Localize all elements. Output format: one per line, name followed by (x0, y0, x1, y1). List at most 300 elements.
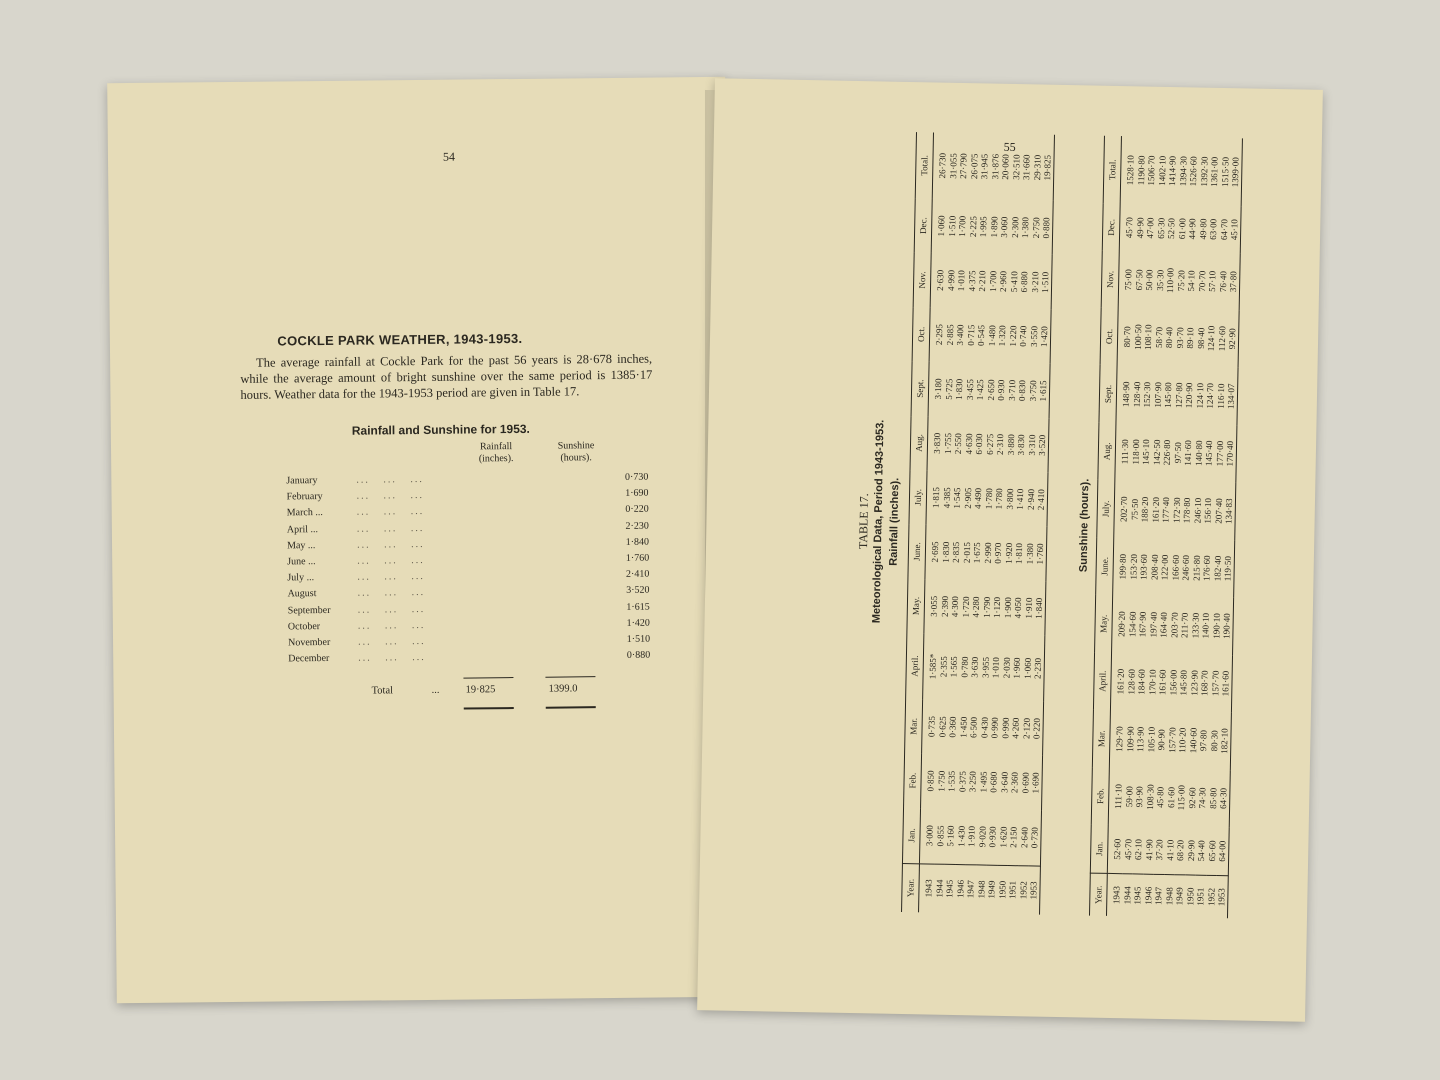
sunshine-value-cell: 98·40 (1195, 327, 1206, 349)
sunshine-value-cell: 142·50 (1151, 439, 1162, 466)
sunshine-value-cell: 49·90 (1134, 217, 1145, 239)
sunshine-value-cell: 161·60 (1157, 669, 1168, 696)
sunshine-value-cell: 75·50 (1129, 498, 1140, 520)
rainfall-value-cell: 4·990 (945, 269, 956, 292)
leader-dots: ... ... ... (356, 538, 425, 551)
double-rule (546, 706, 596, 709)
leader-dots: ... ... ... (357, 587, 426, 600)
rainfall-value-cell: 2·905 (962, 487, 973, 509)
rainfall-value-cell: 3·955 (980, 656, 991, 679)
rainfall-value-cell: 4·300 (949, 596, 961, 618)
rainfall-value-cell: 1·010 (955, 270, 967, 292)
rainfall-value-cell: 4·490 (972, 487, 984, 510)
sunshine-value-cell: 108·10 (1142, 324, 1154, 351)
rainfall-value-cell: 1·495 (977, 771, 989, 793)
rainfall-year-cell: 1952 (1018, 865, 1029, 914)
sunshine-year-cell: 1950 (1184, 875, 1195, 918)
rainfall-value-cell: 1·760 (1034, 527, 1046, 582)
sunshine-value-cell: 127·80 (1173, 382, 1184, 409)
rainfall-value-cell: 0·375 (956, 770, 968, 793)
rainfall-value-cell: 5·410 (1008, 271, 1019, 293)
sunshine-value-cell: 161·60 (1220, 655, 1232, 713)
rainfall-value-cell: 31·660 (1021, 154, 1032, 181)
rainfall-value: 2·230 (625, 520, 649, 532)
rainfall-value-cell: 1·010 (990, 657, 1001, 679)
sunshine-column-header: Year. (1089, 873, 1107, 916)
rainfall-value-cell: 29·310 (1031, 154, 1043, 181)
rainfall-value: 1·760 (625, 552, 650, 564)
month-label: February (286, 491, 323, 503)
rainfall-value-cell: 1·510 (946, 215, 957, 237)
rainfall-value-cell: 26·075 (968, 153, 980, 180)
sunshine-value-cell: 100·50 (1132, 324, 1143, 350)
rainfall-value-cell: 3·830 (1015, 434, 1027, 456)
sunshine-value-cell: 190·10 (1210, 613, 1222, 639)
sunshine-value-cell: 63·00 (1207, 218, 1219, 240)
rainfall-value-cell: 2·940 (1025, 488, 1036, 511)
rainfall-value-cell: 0·740 (1017, 325, 1029, 347)
rainfall-value-cell: 2·230 (1032, 635, 1044, 701)
month-label: December (288, 653, 330, 665)
sunshine-value-cell: 164·40 (1158, 612, 1169, 638)
sunshine-value-cell: 80·30 (1208, 730, 1220, 752)
sunshine-year-cell: 1943 (1106, 873, 1122, 916)
rainfall-value-cell: 3·455 (964, 378, 975, 401)
month-label: November (288, 636, 331, 649)
rainfall-value-cell: 2·355 (938, 656, 949, 678)
rainfall-value-cell: 3·630 (969, 656, 980, 678)
rainfall-value-cell: 1·720 (960, 596, 971, 618)
rainfall-value-cell: 1·585* (927, 653, 938, 680)
sunshine-value-cell: 116·10 (1215, 383, 1226, 409)
rainfall-value-cell: 3·400 (954, 324, 966, 346)
rainfall-value-cell: 3·550 (1028, 325, 1039, 348)
sunshine-value-cell: 50·00 (1144, 269, 1155, 291)
sunshine-year-cell: 1949 (1174, 875, 1185, 918)
rainfall-value-cell: 0·990 (999, 717, 1011, 739)
rainfall-value-cell: 3·800 (1004, 488, 1015, 510)
rainfall-value-cell: 0·715 (965, 324, 976, 346)
table-subtitle: Rainfall and Sunshine for 1953. (351, 421, 530, 438)
sunshine-value-cell: 140·80 (1193, 440, 1204, 466)
rainfall-value-cell: 3·000 (924, 825, 935, 847)
sunshine-value-cell: 119·50 (1222, 540, 1234, 598)
rainfall-value-cell: 3·055 (928, 595, 940, 617)
total-label: Total (371, 685, 394, 697)
sunshine-value-cell: 134·83 (1223, 482, 1235, 540)
rainfall-value-cell: 26·730 (937, 152, 948, 179)
rainfall-value-cell: 1·690 (1030, 756, 1042, 811)
rainfall-value-cell: 1·920 (1003, 542, 1014, 564)
rainfall-value-cell: 1·890 (988, 216, 999, 238)
rainfall-year-cell: 1948 (976, 865, 987, 914)
sunshine-value-cell: 1506·70 (1146, 155, 1157, 186)
rainfall-column-header: July. (909, 470, 927, 525)
rainfall-value-cell: 6·500 (968, 716, 979, 739)
rainfall-value-cell: 31·945 (979, 153, 990, 180)
rainfall-title: Rainfall (inches). (887, 477, 902, 566)
rainfall-value-cell: 2·300 (1009, 216, 1020, 238)
sunshine-value-cell: 113·90 (1135, 726, 1146, 753)
sunshine-value-cell: 49·80 (1197, 218, 1208, 240)
sunshine-value-cell: 148·90 (1120, 381, 1132, 408)
sunshine-year-cell: 1945 (1132, 874, 1143, 917)
sunshine-value-cell: 97·80 (1198, 730, 1209, 752)
rainfall-value-cell: 6·880 (1018, 271, 1030, 293)
sunshine-value-cell: 74·30 (1197, 787, 1208, 809)
sunshine-value-cell: 108·30 (1144, 784, 1156, 810)
rainfall-value-cell: 4·260 (1010, 717, 1021, 739)
sunshine-value-cell: 41·90 (1143, 839, 1154, 861)
rainfall-year-cell: 1945 (944, 864, 955, 913)
leader-dots: ... ... ... (356, 473, 424, 486)
leader-dots: ... ... ... (356, 490, 425, 502)
rainfall-value-cell: 4·630 (963, 433, 974, 455)
sunshine-value-cell: 61·60 (1165, 786, 1176, 809)
rainfall-value-cell: 3·640 (998, 771, 1010, 793)
sunshine-value-cell: 197·40 (1147, 611, 1159, 638)
rainfall-value-cell: 1·545 (951, 487, 963, 509)
total-sunshine: 1399.0 (548, 683, 578, 695)
rainfall-value-cell: 2·835 (950, 541, 962, 563)
sunshine-value-cell: 156·00 (1167, 669, 1179, 696)
rainfall-value-cell: 1·430 (955, 825, 967, 847)
rainfall-table (901, 132, 1054, 915)
sunshine-value-cell: 167·90 (1137, 611, 1148, 638)
rainfall-value-cell: 1·790 (981, 596, 992, 618)
rainfall-column-header: Oct. (912, 307, 930, 362)
rainfall-value-cell: 3·180 (932, 378, 944, 400)
rainfall-value-cell: 31·876 (989, 153, 1001, 180)
rainfall-year-cell: 1949 (986, 865, 997, 914)
sunshine-value-cell: 45·70 (1122, 838, 1133, 860)
sunshine-value-cell: 157·70 (1166, 727, 1178, 753)
rainfall-value-cell: 1·380 (1019, 216, 1031, 239)
leader-dots: ... ... ... (357, 603, 426, 616)
rainfall-year-cell: 1951 (1007, 865, 1018, 914)
sunshine-year-cell: 1952 (1205, 875, 1216, 918)
sunshine-value-cell: 105·10 (1145, 726, 1157, 753)
sunshine-value-cell: 115·00 (1176, 785, 1187, 811)
leader-dots: ... ... ... (358, 652, 426, 664)
rainfall-column-header: Aug. (910, 416, 928, 471)
sunshine-value-cell: 54·40 (1196, 840, 1207, 862)
rainfall-value-cell: 1·535 (946, 770, 957, 792)
leader-dots: ... ... ... (356, 522, 425, 535)
rainfall-value-cell: 2·885 (944, 324, 955, 346)
sunshine-value-cell: 134·07 (1225, 367, 1237, 425)
sunshine-value-cell: 70·70 (1196, 270, 1207, 292)
rainfall-value-cell: 2·390 (939, 595, 950, 618)
month-label: March ... (286, 507, 323, 519)
sunshine-value-cell: 93·70 (1174, 327, 1185, 349)
rainfall-column-header: Mar. (905, 699, 923, 754)
rainfall-value-cell: 0·855 (934, 825, 946, 847)
rainfall-value-cell: 1·995 (977, 216, 989, 238)
left-page (107, 77, 735, 1003)
rainfall-value-cell: 4·050 (1012, 597, 1024, 619)
rainfall-value-cell: 2·750 (1030, 217, 1041, 239)
rainfall-value-cell: 2·225 (967, 215, 978, 238)
rainfall-value-cell: 3·060 (998, 216, 1010, 238)
rainfall-value-cell: 2·015 (961, 541, 972, 564)
month-label: July ... (287, 572, 315, 584)
sunshine-value-cell: 128·40 (1131, 381, 1142, 408)
rainfall-value-cell: 1·565 (948, 656, 959, 678)
rainfall-value-cell: 2·695 (929, 541, 941, 563)
rainfall-value-cell: 4·385 (941, 487, 952, 509)
rainfall-column-header: Rainfall (inches). (478, 441, 514, 465)
rainfall-value-cell: 2·150 (1008, 826, 1019, 848)
rainfall-column-header: Feb. (904, 753, 922, 808)
sunshine-value-cell: 145·80 (1162, 382, 1174, 408)
rainfall-value-cell: 5·725 (943, 378, 954, 400)
sunshine-value-cell: 133·30 (1189, 612, 1201, 639)
sunshine-value-cell: 145·80 (1178, 669, 1189, 696)
sunshine-value-cell: 129·70 (1114, 726, 1125, 752)
rainfall-year-cell: 1943 (919, 864, 935, 913)
sunshine-value-cell: 209·20 (1116, 611, 1127, 637)
sunshine-value-cell: 41·10 (1164, 839, 1175, 861)
page-title: COCKLE PARK WEATHER, 1943-1953. (277, 330, 523, 349)
leader-dots: ... ... ... (357, 554, 425, 567)
month-label: August (287, 588, 317, 600)
rainfall-value: 0·730 (624, 471, 649, 483)
sunshine-value-cell: 170·10 (1146, 669, 1158, 696)
sunshine-value-cell: 44·90 (1186, 218, 1198, 240)
sunshine-value-cell: 177·40 (1160, 497, 1172, 523)
sunshine-value-cell: 93·90 (1134, 786, 1145, 808)
rainfall-value-cell: 2·630 (934, 269, 946, 291)
rainfall-value-cell: 3·210 (1029, 271, 1040, 293)
rainfall-value: 1·615 (626, 601, 650, 613)
sunshine-column-header: April. (1093, 652, 1111, 710)
sunshine-value-cell: 211·70 (1179, 612, 1190, 638)
rainfall-value-cell: 2·640 (1018, 826, 1030, 849)
sunshine-value-cell: 145·40 (1203, 440, 1215, 467)
total-rainfall: 19·825 (465, 684, 496, 696)
rainfall-value: 1·510 (626, 633, 651, 645)
sunshine-value-cell: 208·40 (1148, 554, 1160, 581)
rainfall-value-cell: 0·930 (995, 379, 1007, 401)
sunshine-value-cell: 65·60 (1206, 840, 1217, 862)
sunshine-value-cell: 107·90 (1152, 382, 1163, 408)
sunshine-value-cell: 177·00 (1214, 440, 1225, 467)
sunshine-year-cell: 1953 (1216, 876, 1228, 919)
leader-dots: ... ... ... (357, 619, 426, 632)
rainfall-value-cell: 0·430 (978, 717, 990, 739)
rainfall-value-cell: 2·310 (994, 433, 1006, 456)
rainfall-value-cell: 1·060 (1022, 657, 1033, 679)
sunshine-value-cell: 92·90 (1227, 310, 1239, 368)
sunshine-value-cell: 1528·10 (1125, 155, 1136, 186)
rainfall-value-cell: 2·960 (997, 270, 1009, 293)
sunshine-value-cell: 156·10 (1202, 497, 1214, 524)
rainfall-value-cell: 0·990 (989, 717, 1000, 739)
sunshine-value-cell: 52·50 (1166, 217, 1177, 240)
rainfall-column-header: Dec. (914, 198, 932, 253)
sunshine-column-header: June. (1096, 537, 1114, 595)
sunshine-value-cell: 80·70 (1121, 326, 1133, 348)
rainfall-value-cell: 2·650 (985, 379, 996, 401)
rainfall-value: 1·690 (625, 487, 649, 500)
rainfall-value-cell: 0·880 (1041, 201, 1053, 256)
sunshine-value-cell: 111·10 (1113, 783, 1124, 809)
leader-dots: ... ... ... (357, 571, 425, 583)
rainfall-year-cell: 1953 (1028, 866, 1040, 915)
sunshine-value-cell: 109·90 (1124, 726, 1136, 753)
sunshine-value-cell: 152·30 (1141, 381, 1153, 408)
month-row (288, 649, 651, 669)
rainfall-year-cell: 1946 (955, 864, 966, 913)
rainfall-value-cell: 1·815 (930, 487, 942, 509)
sunshine-value-cell: 64·00 (1217, 827, 1229, 876)
rainfall-value-cell: 1·320 (996, 325, 1008, 347)
sunshine-value-cell: 128·60 (1125, 668, 1137, 695)
rainfall-value-cell: 1·480 (986, 325, 997, 347)
rainfall-value-cell: 1·380 (1024, 543, 1035, 565)
sunshine-value-cell: 153·20 (1127, 553, 1139, 580)
sunshine-value-cell: 1515·50 (1219, 156, 1231, 188)
sunshine-value-cell: 1526·60 (1188, 156, 1199, 187)
month-label: January (286, 475, 318, 487)
rainfall-value: 1·840 (625, 536, 650, 548)
rainfall-value-cell: 1·675 (971, 542, 983, 564)
rainfall-value: 2·410 (625, 568, 650, 581)
sunshine-value-cell: 124·10 (1194, 382, 1205, 409)
rainfall-value-cell: 3·250 (967, 771, 978, 793)
rainfall-value-cell: 1·450 (957, 716, 969, 738)
sunshine-value-cell: 1399·00 (1230, 138, 1242, 206)
sunshine-value-cell: 68·20 (1175, 839, 1186, 861)
rainfall-year-cell: 1944 (934, 864, 945, 913)
sunshine-value-cell: 202·70 (1118, 496, 1130, 523)
table-title: TABLE 17. (855, 493, 872, 550)
month-label: June ... (287, 556, 316, 568)
sunshine-year-cell: 1946 (1142, 874, 1153, 917)
rainfall-value-cell: 2·410 (1035, 472, 1047, 527)
sunshine-value-cell: 67·50 (1133, 269, 1144, 291)
rainfall-column-header: May. (907, 579, 925, 634)
rainfall-value-cell: 0·830 (1016, 379, 1028, 402)
sunshine-value-cell: 172·30 (1171, 497, 1182, 524)
sunshine-value-cell: 64·30 (1218, 770, 1230, 828)
rainfall-column-header: Sept. (911, 361, 929, 416)
rainfall-value-cell: 1·700 (957, 215, 968, 237)
rainfall-value-cell: 1·910 (966, 825, 977, 848)
sunshine-value-cell: 1361·00 (1209, 156, 1220, 187)
rainfall-value-cell: 1·060 (936, 215, 947, 237)
sunshine-value-cell: 182·10 (1219, 712, 1231, 770)
rainfall-value: 0·220 (625, 504, 649, 516)
sunshine-year-cell: 1948 (1163, 875, 1174, 918)
month-label: April ... (286, 523, 319, 535)
sunshine-value-cell: 124·10 (1205, 325, 1217, 352)
rainfall-value-cell: 0·690 (1019, 772, 1031, 794)
sunshine-value-cell: 203·70 (1168, 612, 1180, 638)
rainfall-value-cell: 32·510 (1010, 154, 1022, 180)
double-rule (464, 707, 514, 710)
sunshine-value-cell: 246·10 (1192, 497, 1203, 524)
rainfall-value-cell: 1·120 (991, 596, 1003, 619)
rainfall-value-cell: 1·830 (953, 378, 965, 400)
sunshine-value-cell: 61·00 (1176, 218, 1187, 240)
sunshine-column-header: Nov. (1101, 251, 1119, 308)
rainfall-value-cell: 2·990 (982, 542, 993, 564)
sunshine-value-cell: 182·40 (1211, 555, 1223, 582)
sunshine-value-cell: 89·10 (1184, 327, 1196, 349)
sunshine-value-cell: 58·70 (1153, 326, 1164, 349)
sunshine-value-cell: 29·90 (1185, 839, 1196, 862)
month-label: October (287, 620, 321, 633)
sunshine-value-cell: 1414·90 (1167, 155, 1178, 187)
rainfall-value-cell: 3·310 (1026, 434, 1037, 456)
rainfall-value-cell: 6·275 (984, 433, 995, 455)
sunshine-value-cell: 45·80 (1155, 786, 1166, 808)
leader-dots: ... ... ... (358, 635, 426, 648)
month-label: May ... (286, 539, 316, 552)
rainfall-value-cell: 1·620 (997, 826, 1009, 848)
sunshine-value-cell: 188·20 (1139, 496, 1151, 523)
sunshine-value-cell: 97·50 (1172, 442, 1183, 464)
sunshine-value-cell: 62·10 (1133, 838, 1144, 861)
sunshine-value-cell: 1402·10 (1156, 155, 1168, 186)
rainfall-column-header: Jan. (902, 808, 920, 864)
sum-rule (463, 677, 513, 679)
rainfall-column-header: June. (908, 524, 926, 579)
rainfall-year-cell: 1950 (997, 865, 1008, 914)
rainfall-value-cell: 4·375 (966, 270, 977, 292)
sunshine-value-cell: 90·90 (1156, 729, 1167, 751)
rainfall-value: 3·520 (626, 585, 650, 597)
rainfall-value-cell: 1·780 (983, 488, 994, 510)
sunshine-value-cell: 57·10 (1206, 270, 1218, 292)
rainfall-value-cell: 27·790 (958, 153, 969, 179)
rainfall-value-cell: 0·735 (926, 716, 937, 738)
sunshine-value-cell: 54·10 (1185, 270, 1197, 292)
sunshine-value-cell: 176·60 (1201, 555, 1212, 582)
table-subtitle: Meteorological Data, Period 1943-1953. (870, 419, 887, 624)
sunshine-value-cell: 59·00 (1123, 786, 1134, 808)
rainfall-column-header: Nov. (913, 253, 931, 308)
sunshine-column-header: Feb. (1091, 767, 1109, 825)
sunshine-value-cell: 190·40 (1221, 597, 1233, 655)
rainfall-value-cell: 3·750 (1027, 380, 1038, 402)
rainfall-value-cell: 3·710 (1006, 379, 1017, 401)
sunshine-value-cell: 122·00 (1159, 554, 1170, 581)
sunshine-value-cell: 64·70 (1218, 218, 1229, 241)
sunshine-value-cell: 37·20 (1154, 839, 1165, 861)
rainfall-value-cell: 0·545 (975, 324, 987, 347)
sunshine-value-cell: 1392·30 (1198, 156, 1210, 187)
sunshine-value-cell: 110·00 (1164, 267, 1176, 294)
sunshine-column-header: Aug. (1098, 422, 1116, 480)
sunshine-value-cell: 140·10 (1200, 612, 1211, 639)
rainfall-value-cell: 3·520 (1036, 418, 1048, 473)
sunshine-value-cell: 154·60 (1126, 611, 1138, 638)
rainfall-value-cell: 2·295 (933, 324, 945, 346)
sunshine-value-cell: 45·10 (1229, 206, 1241, 254)
rainfall-value-cell: 1·755 (942, 432, 953, 455)
sunshine-title: Sunshine (hours). (1077, 478, 1092, 573)
page-number: 55 (1003, 139, 1016, 155)
sunshine-value-cell: 80·40 (1163, 327, 1175, 349)
rainfall-value-cell: 0·970 (992, 542, 1004, 564)
rainfall-value-cell: 1·780 (993, 488, 1005, 510)
rainfall-value-cell: 1·410 (1014, 488, 1026, 510)
rainfall-value-cell: 9·020 (976, 826, 988, 848)
sunshine-value-cell: 226·80 (1161, 439, 1173, 466)
